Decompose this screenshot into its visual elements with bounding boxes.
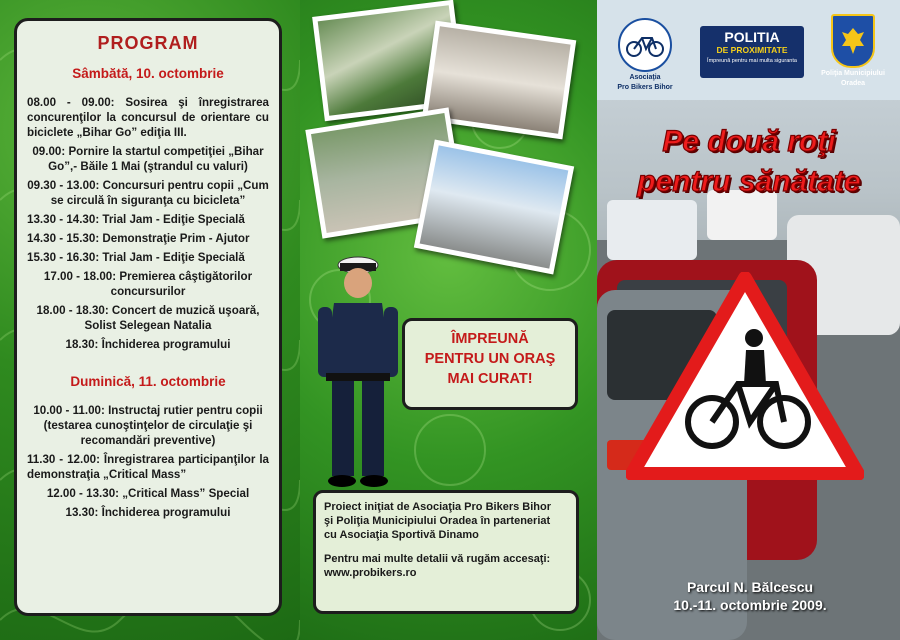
bicycle-warning-sign (626, 272, 864, 480)
program-item: 11.30 - 12.00: Înregistrarea participanţilor la demonstraţia „Critical Mass” (27, 453, 269, 481)
program-item: 08.00 - 09.00: Sosirea şi înregistrarea concurenţilor la concursul de orientare cu biciclete „Bihar Go” ediţia III. (27, 96, 269, 139)
logo-caption: Oradea (840, 80, 866, 87)
policeman-figure (312, 255, 404, 490)
eagle-crest-icon (840, 26, 866, 56)
program-item: 17.00 - 18.00: Premierea câştigătorilor concursurilor (43, 270, 253, 298)
program-item: 18.30: Închiderea programului (65, 338, 231, 351)
bicycle-icon (625, 32, 665, 58)
program-item: 14.30 - 15.30: Demonstraţie Prim - Ajutor (27, 232, 250, 245)
program-card (14, 18, 282, 616)
politia-tagline: Împreună pentru mai multa siguranta (707, 58, 797, 64)
program-item: 10.00 - 11.00: Instructaj rutier pentru copii (testarea cunoştinţelor de circulaţie şi recomandări preventive) (33, 404, 263, 447)
oradea-police-crest (820, 14, 886, 88)
event-location: Parcul N. Bălcescu (686, 579, 814, 595)
logo-caption: Pro Bikers Bihor (617, 84, 673, 91)
event-dates: 10.-11. octombrie 2009. (673, 597, 827, 613)
politia-proximitate-logo (700, 26, 804, 78)
logo-caption: Poliţia Municipiului (821, 70, 885, 77)
website-link[interactable]: www.probikers.ro (324, 567, 417, 579)
info-card (313, 490, 579, 614)
program-item: 09.30 - 13.00: Concursuri pentru copii „Cum se circulă în siguranţa cu bicicleta” (27, 179, 269, 207)
left-panel (0, 0, 300, 640)
program-title: PROGRAM (97, 33, 199, 53)
slogan-card (402, 318, 578, 410)
program-item: 09.00: Pornire la startul competiţiei „Bihar Go”,- Băile 1 Mai (ştrandul cu valuri) (32, 145, 264, 173)
politia-title: POLITIA (724, 29, 780, 45)
program-item: 13.30: Închiderea programului (65, 506, 231, 519)
pro-bikers-logo (615, 18, 675, 92)
day1-title: Sâmbătă, 10. octombrie (72, 66, 224, 81)
program-item: 12.00 - 13.30: „Critical Mass” Special (46, 487, 250, 500)
politia-subtitle: DE PROXIMITATE (716, 45, 788, 55)
slogan-line: ÎMPREUNĂ (451, 331, 529, 347)
event-footer (600, 578, 900, 614)
logo-caption: Asociaţia (629, 74, 661, 81)
slogan-line: PENTRU UN ORAŞ (424, 351, 556, 367)
program-item: 18.00 - 18.30: Concert de muzică uşoară, Solist Selegean Natalia (36, 304, 260, 332)
info-line: Proiect iniţiat de Asociaţia Pro Bikers Bihor (324, 501, 551, 513)
headline (600, 122, 898, 202)
info-line: şi Poliţia Municipiului Oradea în parteneriat (324, 515, 551, 527)
slogan-line: MAI CURAT! (447, 371, 533, 387)
headline-line: pentru sănătate (637, 165, 861, 198)
program-item: 13.30 - 14.30: Trial Jam - Ediţie Specială (27, 213, 245, 226)
day2-title: Duminică, 11. octombrie (70, 374, 226, 389)
program-item: 15.30 - 16.30: Trial Jam - Ediţie Specială (27, 251, 245, 264)
headline-line: Pe două roţi (662, 125, 836, 158)
info-line: Pentru mai multe detalii vă rugăm accesaţi: (324, 553, 551, 565)
info-line: cu Asociaţia Sportivă Dinamo (324, 529, 479, 541)
